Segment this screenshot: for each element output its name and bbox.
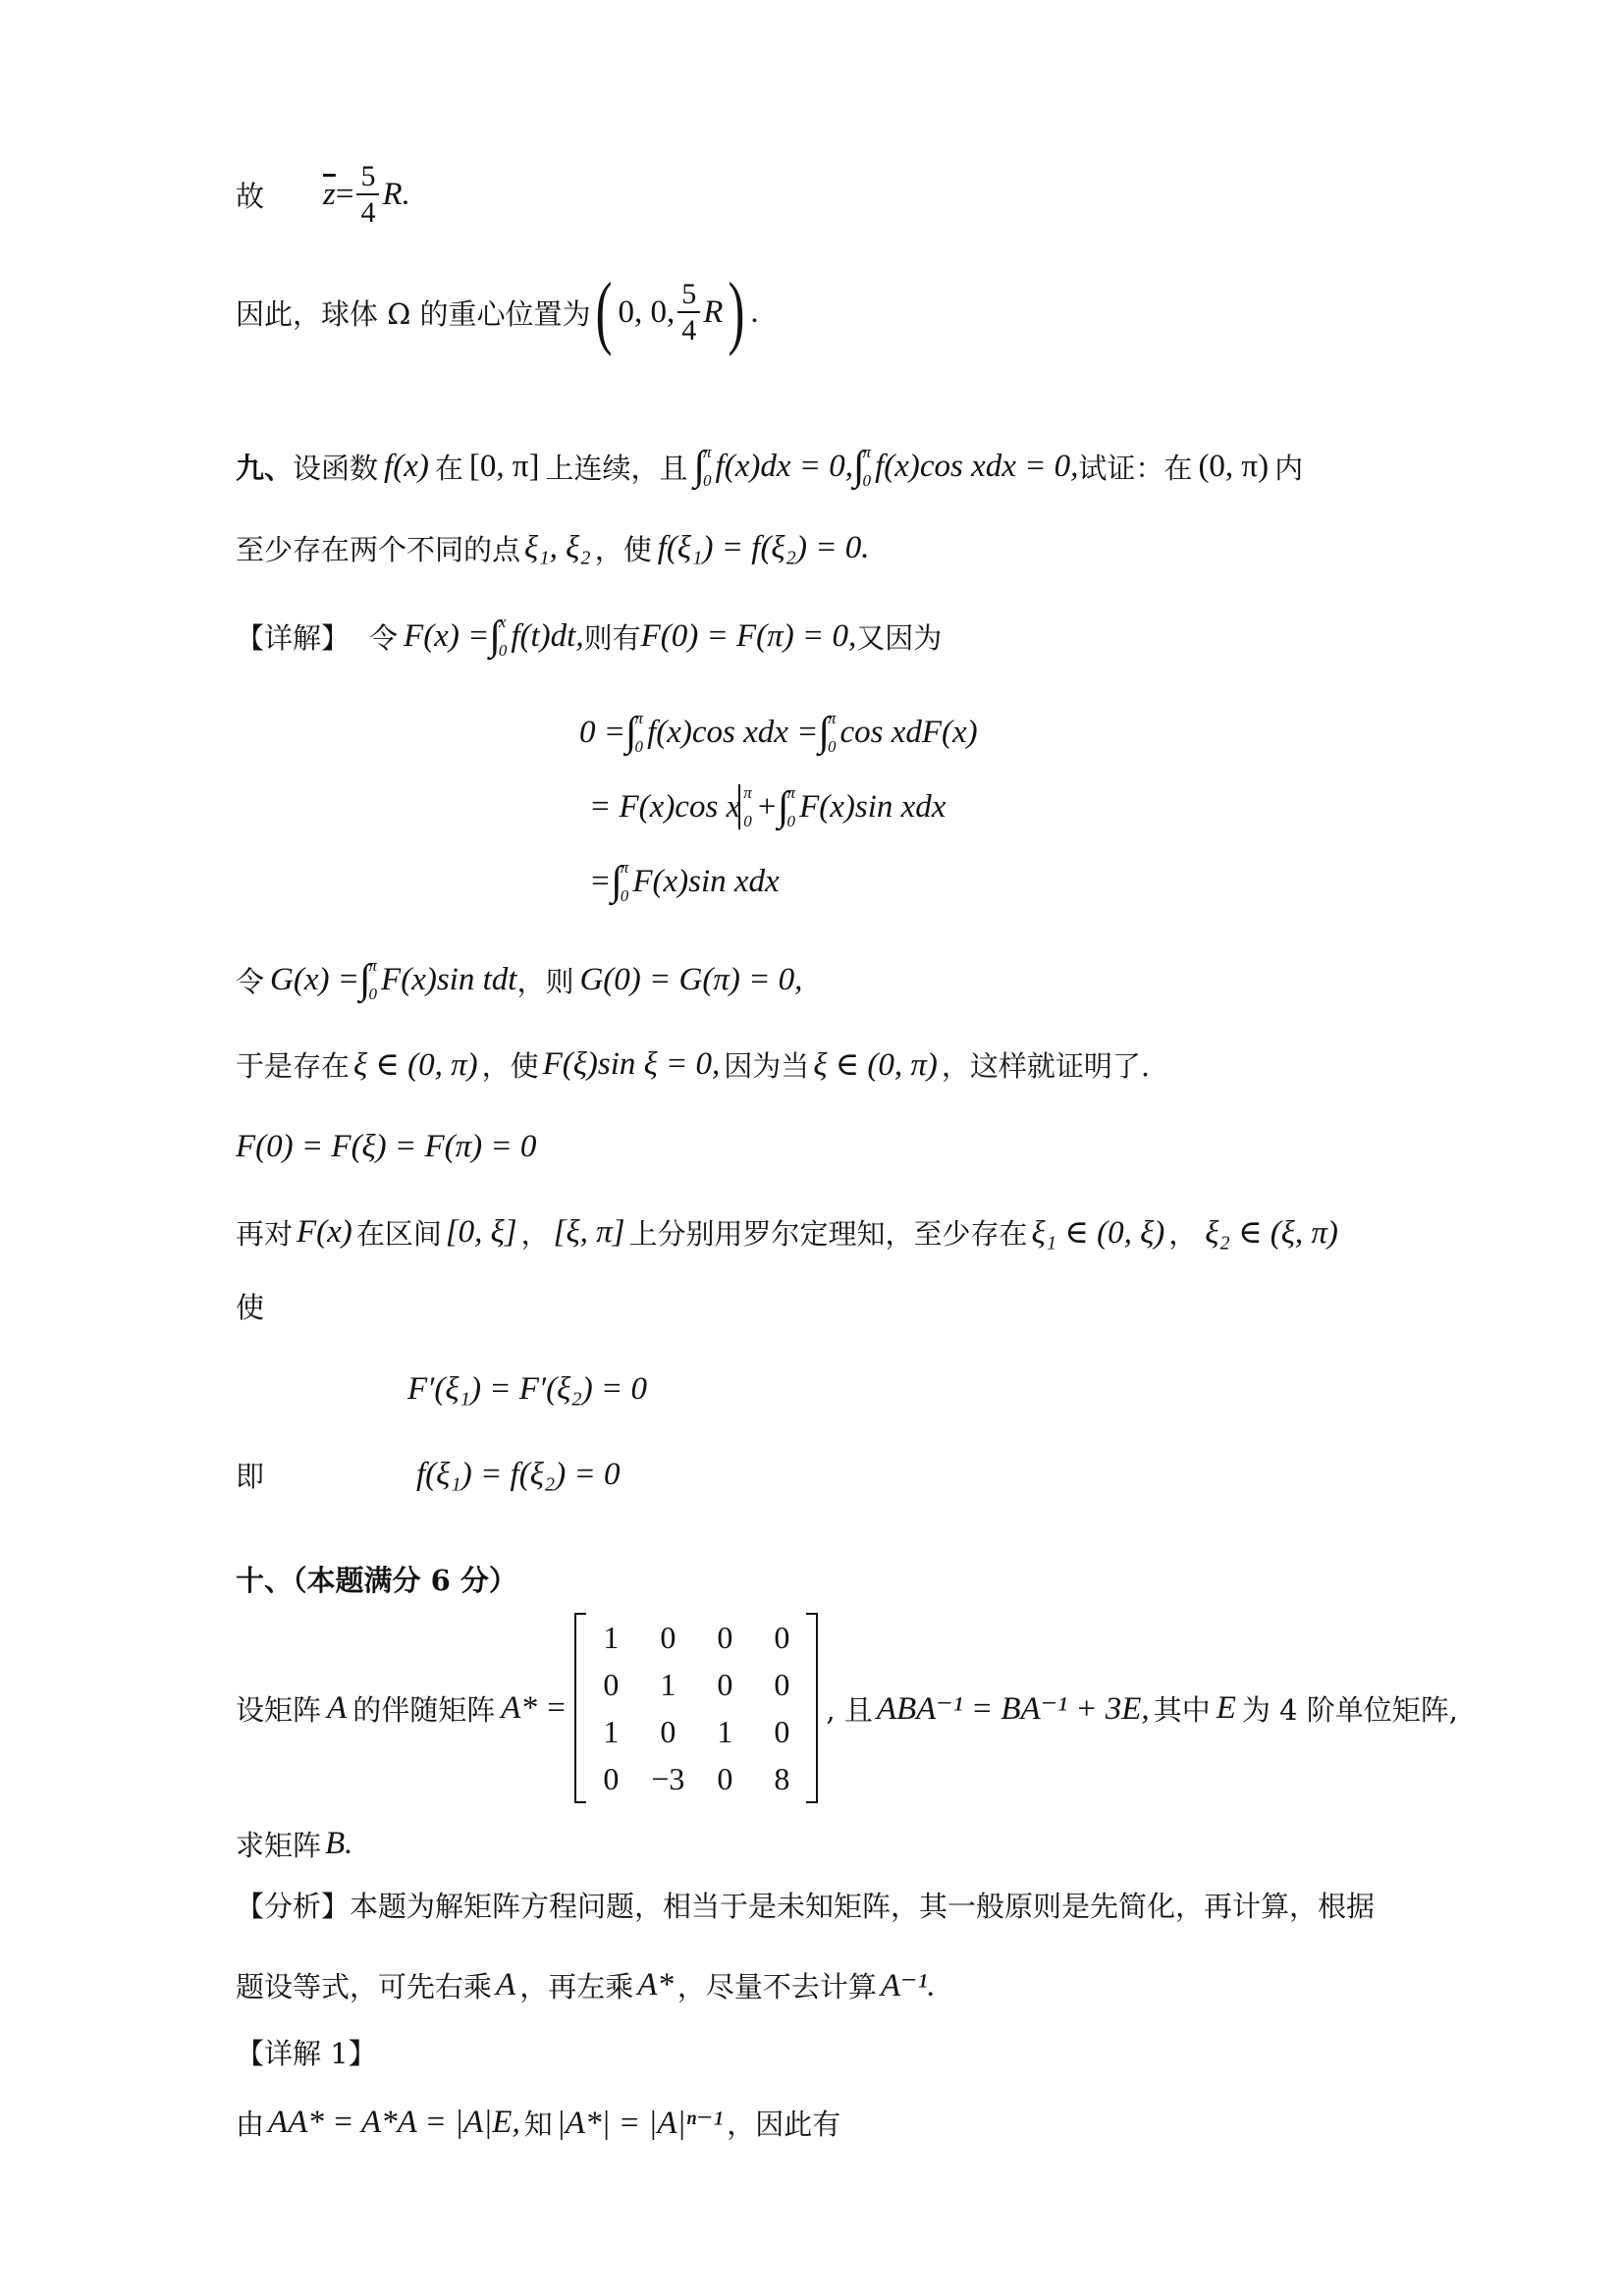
rolle-e: ， [1168, 1216, 1198, 1251]
p9-then2: ，则 [516, 964, 574, 998]
centroid-coords: 0, 0, [618, 294, 676, 330]
G-definition-line [236, 950, 802, 1009]
matrix-cell: 8 [774, 1761, 790, 1796]
exist-xi2: ξ ∈ (0, π) [813, 1047, 938, 1083]
p10-E: E [1216, 1689, 1236, 1726]
problem10-statement [236, 1610, 1458, 1806]
p9-open-interval: (0, π) [1198, 448, 1270, 484]
matrix-cell: 1 [717, 1714, 733, 1749]
derivation-line3: = ∫ π 0 F(x)sin xdx [589, 858, 780, 905]
p9-since: 又因为 [856, 620, 943, 655]
matrix-cell: 0 [603, 1761, 620, 1796]
p9-interval: [0, π] [468, 448, 540, 484]
derivative-line [407, 1360, 647, 1418]
p9-detail-line [236, 607, 942, 666]
p9-points: ξ₁, ξ₂ [524, 529, 591, 565]
p9-fx: f(x) [384, 448, 429, 484]
p9-let1: 令 [369, 620, 399, 655]
ask-text: 求矩阵 [236, 1828, 322, 1862]
p9-cond1: ∫ π 0 f(x)dx = 0, [693, 443, 854, 490]
p9-cond2: ∫ π 0 f(x)cos xdx = 0, [853, 443, 1079, 490]
eq2-b: + [755, 788, 779, 825]
F-chain-line [236, 1117, 536, 1176]
G-definition: G(x) = ∫ π 0 F(x)sin tdt [270, 956, 517, 1003]
derivation-line1: 0 = ∫ π 0 f(x)cos xdx = ∫ π 0 cos xdF(x) [579, 709, 978, 756]
exist-xi: ξ ∈ (0, π) [353, 1047, 478, 1083]
analysis2-c: ，尽量不去计算 [676, 1969, 877, 2003]
radius-R: R. [382, 176, 410, 212]
last-eq2: |A*| = |A|ⁿ⁻¹ [556, 2106, 724, 2141]
analysis2-Astar: A* [637, 1966, 674, 2002]
z-bar: $\overline{z}$ [323, 176, 336, 212]
p10-text2: 的伴随矩阵 [352, 1692, 496, 1727]
matrix-cell: 1 [603, 1620, 620, 1655]
exist-eq: F(ξ)sin ξ = 0, [542, 1045, 721, 1082]
eq3-b: F(x)sin xdx [632, 863, 780, 899]
gu-text: 故 [236, 179, 265, 213]
shi-line [236, 1276, 264, 1335]
ji-text: 即 [236, 1459, 265, 1493]
p10-detail-label: 【详解 1】 [236, 2036, 377, 2070]
analysis2-a: 题设等式，可先右乘 [236, 1969, 493, 2003]
fraction-five-fourths [356, 161, 379, 229]
frac-num: 5 [356, 161, 379, 196]
ask-line [236, 1814, 352, 1873]
matrix-cell: 0 [774, 1667, 790, 1702]
p10-text4: 其中 [1153, 1692, 1211, 1727]
exist-b: ，使 [481, 1048, 539, 1083]
matrix-cell: −3 [651, 1761, 685, 1796]
p9-text2: 在 [434, 451, 463, 485]
problem10-label: 十、（本题满分 6 分） [236, 1563, 517, 1597]
eq1-lhs: 0 = [579, 714, 626, 750]
rolle-xi1: ξ₁ ∈ (0, ξ) [1031, 1215, 1165, 1251]
p10-text1: 设矩阵 [236, 1692, 322, 1727]
p9-line2b: ，使 [594, 532, 652, 566]
rolle-a: 再对 [236, 1216, 294, 1251]
p10-detail-line [236, 2022, 377, 2081]
rolle-interval2: [ξ, π] [553, 1213, 625, 1250]
exist-c: 因为当 [724, 1048, 810, 1083]
p9-line2a: 至少存在两个不同的点 [236, 532, 521, 566]
p9-let2: 令 [236, 964, 265, 998]
analysis2-Ainv: A⁻¹. [880, 1968, 936, 2003]
analysis2-A: A [496, 1966, 516, 2002]
ask-B: B. [325, 1825, 353, 1861]
p9-text1: 设函数 [293, 451, 379, 485]
exist-a: 于是存在 [236, 1048, 351, 1083]
rolle-interval1: [0, ξ] [445, 1213, 517, 1250]
analysis-line2 [236, 1955, 936, 2014]
centroid-line [236, 266, 759, 357]
ji-line [236, 1445, 621, 1504]
last-b: 知 [523, 2107, 553, 2141]
p9-text3: 上连续，且 [545, 451, 688, 485]
problem9-statement [236, 437, 1303, 496]
matrix-cell: 0 [774, 1714, 790, 1749]
frac-num: 5 [677, 279, 700, 314]
last-line [236, 2093, 840, 2152]
matrix-cell: 1 [660, 1667, 676, 1702]
eq1-a: f(x)cos xdx = [647, 714, 819, 750]
matrix-cell: 0 [717, 1667, 733, 1702]
rolle-b: 在区间 [355, 1216, 442, 1251]
frac-den: 4 [360, 196, 376, 229]
derivative-eq: F′(ξ₁) = F′(ξ₂) = 0 [407, 1370, 647, 1407]
p10-eq: ABA⁻¹ = BA⁻¹ + 3E, [876, 1691, 1150, 1727]
p9-goal: f(ξ₁) = f(ξ₂) = 0. [657, 529, 870, 565]
adjugate-matrix [574, 1613, 818, 1803]
p10-A: A [327, 1689, 348, 1726]
centroid-fraction [677, 279, 700, 347]
p10-Astar: A* = [501, 1689, 568, 1726]
last-c: ，因此有 [727, 2107, 841, 2141]
p9-detail-label: 【详解】 [236, 620, 351, 655]
problem9-line2 [236, 518, 870, 577]
analysis2-b: ，再左乘 [519, 1969, 634, 2003]
shi-text: 使 [236, 1290, 265, 1324]
matrix-cell: 0 [660, 1620, 676, 1655]
G-boundary: G(0) = G(π) = 0, [579, 961, 803, 997]
derivation-line2: = F(x)cos x π 0 + ∫ π 0 F(x)sin xdx [589, 783, 947, 830]
eq1-b: cos xdF(x) [839, 714, 978, 750]
p9-then: 则有 [583, 620, 641, 655]
problem10-label-line [236, 1549, 517, 1608]
eq2-c: F(x)sin xdx [799, 788, 947, 825]
final-eq: f(ξ₁) = f(ξ₂) = 0 [416, 1456, 621, 1492]
analysis-text: 本题为解矩阵方程问题，相当于是未知矩阵，其一般原则是先简化，再计算，根据 [350, 1889, 1376, 1923]
existence-line [236, 1035, 1150, 1094]
matrix-cell: 0 [774, 1620, 790, 1655]
problem9-label: 九、 [236, 451, 294, 485]
eq2-a: = F(x)cos x [589, 788, 741, 825]
centroid-R: R [703, 294, 724, 330]
last-eq: AA* = A*A = |A|E, [268, 2104, 520, 2140]
analysis-line [236, 1875, 1375, 1934]
matrix-cell: 1 [603, 1714, 620, 1749]
eq3-a: = [589, 863, 612, 899]
F-chain: F(0) = F(ξ) = F(π) = 0 [236, 1128, 537, 1164]
rolle-d: 上分别用罗尔定理知，至少存在 [628, 1216, 1028, 1251]
exist-d: ，这样就证明了. [941, 1048, 1151, 1083]
rolle-c: ， [520, 1216, 550, 1251]
last-a: 由 [236, 2107, 265, 2141]
matrix-cell: 0 [717, 1620, 733, 1655]
analysis-label: 【分析】 [236, 1889, 351, 1923]
p9-text5: 内 [1274, 451, 1304, 485]
equals: = [335, 176, 354, 212]
centroid-text: 因此，球体 Ω 的重心位置为 [236, 296, 591, 331]
F-boundary: F(0) = F(π) = 0, [640, 617, 857, 654]
z-bar-equation [323, 161, 410, 229]
matrix-cell: 0 [717, 1761, 733, 1796]
rolle-F: F(x) [297, 1213, 352, 1250]
matrix-cell: 0 [603, 1667, 620, 1702]
rolle-line [236, 1202, 1338, 1261]
matrix-cell: 0 [660, 1714, 676, 1749]
period: . [750, 294, 759, 330]
F-definition: F(x) = ∫ x 0 f(t)dt, [404, 613, 584, 660]
centroid-point: ( 0, 0, $\frac{5}{4}$ R ) . [596, 266, 759, 357]
rolle-xi2: ξ₂ ∈ (ξ, π) [1205, 1215, 1338, 1251]
p10-text5: 为 4 阶单位矩阵, [1241, 1692, 1458, 1727]
p9-text4: 试证：在 [1078, 451, 1193, 485]
p10-text3: , 且 [826, 1692, 873, 1727]
result-line [236, 159, 410, 229]
frac-den: 4 [681, 314, 697, 347]
